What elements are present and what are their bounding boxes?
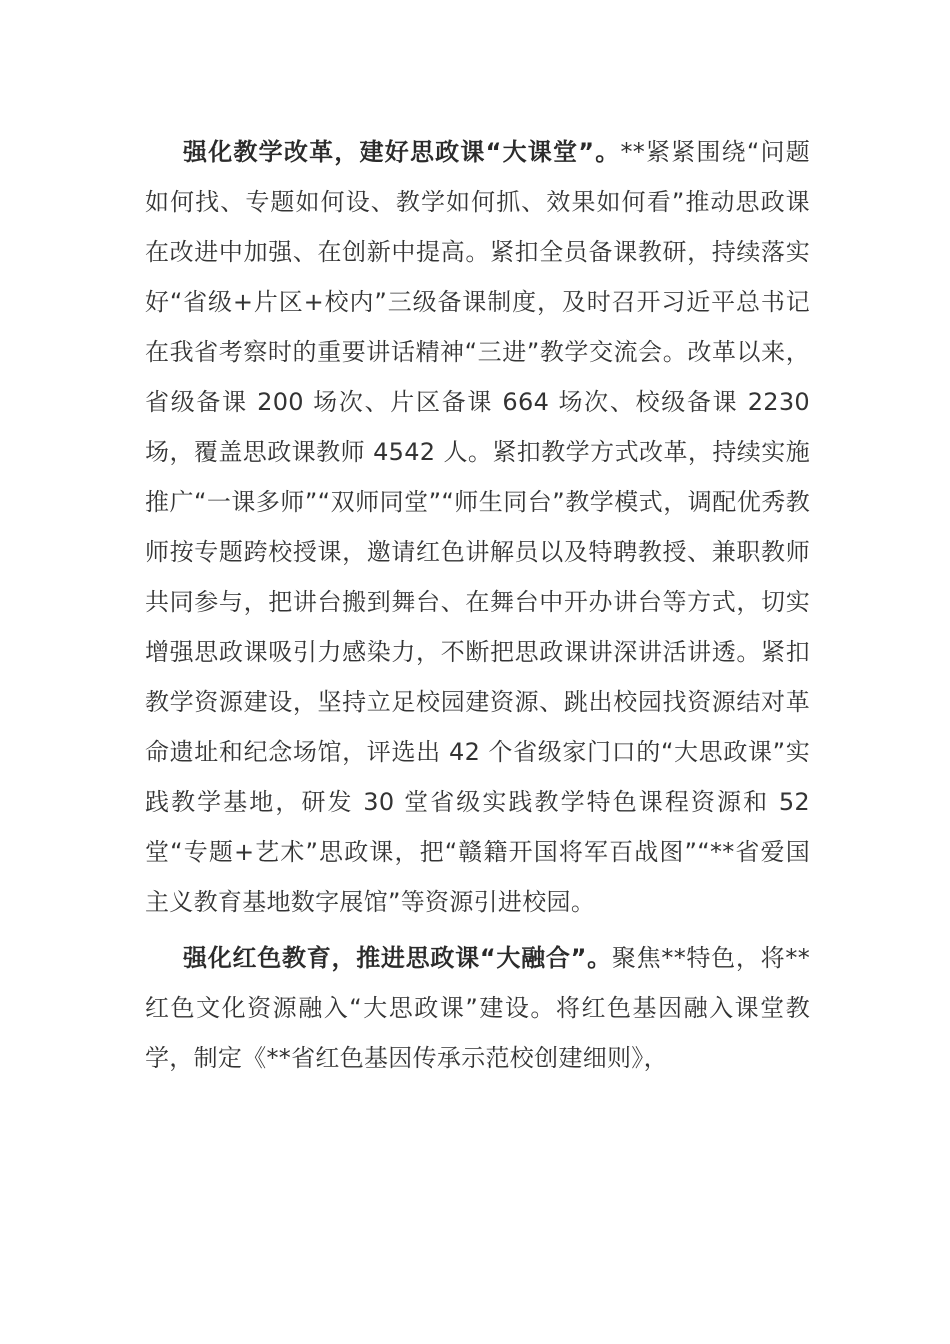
paragraph-body-text: 聚焦**特色，将**红色文化资源融入“大思政课”建设。将红色基因融入课堂教学，制定《**省红色基因传承示范校创建细则》， bbox=[145, 944, 810, 1072]
paragraph-lead-heading: 强化教学改革，建好思政课“大课堂”。 bbox=[183, 138, 621, 166]
paragraph-body-text: **紧紧围绕“问题如何找、专题如何设、教学如何抓、效果如何看”推动思政课在改进中加强、在创新中提高。紧扣全员备课教研，持续落实好“省级+片区+校内”三级备课制度，及时召开习近平总书记在我省考察时的重要讲话精神“三进”教学交流会。改革以来，省级备课 200 场次、片区备课 664 场次、校级备课 2230 场，覆盖思政课教师 4542 人。紧扣教学方式改革，持续实施推广“一课多师”“双师同堂”“师生同台”教学模式，调配优秀教师按专题跨校授课，邀请红色讲解员以及特聘教授、兼职教师共同参与，把讲台搬到舞台、在舞台中开办讲台等方式，切实增强思政课吸引力感染力，不断把思政课讲深讲活讲透。紧扣教学资源建设，坚持立足校园建资源、跳出校园找资源结对革命遗址和纪念场馆，评选出 42 个省级家门口的“大思政课”实践教学基地，研发 30 堂省级实践教学特色课程资源和 52 堂“专题+艺术”思政课，把“赣籍开国将军百战图”“**省爱国主义教育基地数字展馆”等资源引进校园。 bbox=[145, 138, 810, 916]
document-page bbox=[145, 127, 810, 1083]
paragraph-lead-heading: 强化红色教育，推进思政课“大融合”。 bbox=[183, 944, 612, 972]
paragraph-teaching-reform bbox=[145, 127, 810, 927]
paragraph-red-education bbox=[145, 933, 810, 1083]
